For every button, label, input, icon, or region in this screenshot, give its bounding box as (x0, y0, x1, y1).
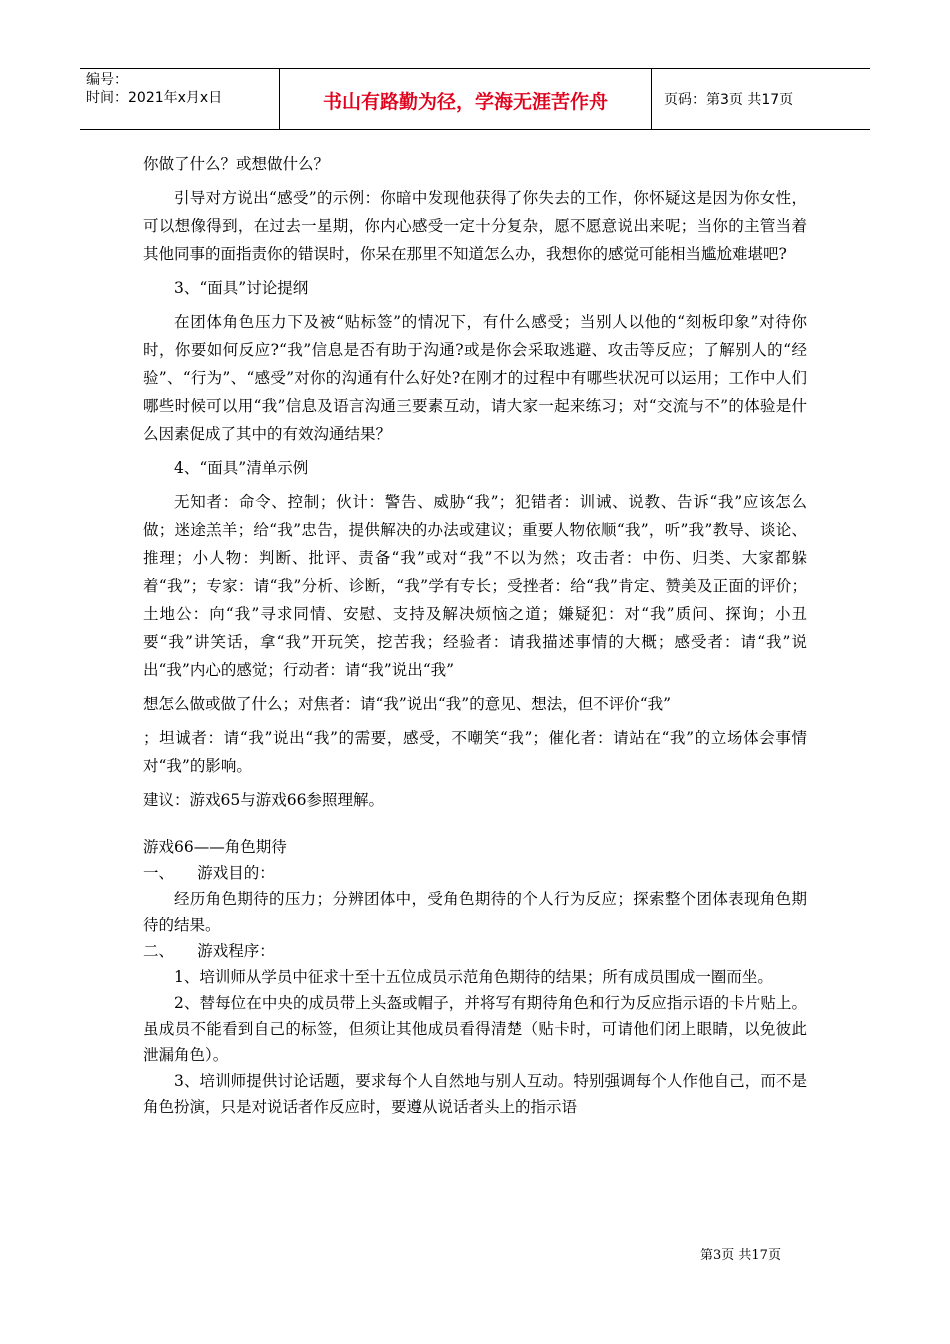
paragraph: 1、培训师从学员中征求十至十五位成员示范角色期待的结果；所有成员围成一圈而坐。 (174, 968, 773, 986)
page-header (80, 68, 870, 130)
game-title: 游戏66——角色期待 (143, 838, 287, 856)
section-heading: 4、“面具”清单示例 (174, 459, 309, 477)
header-page-label: 页码：第3页 共17页 (664, 92, 794, 108)
paragraph: 无知者：命令、控制；伙计：警告、威胁“我”；犯错者：训诫、说教、告诉“我”应该怎么做；迷途羔羊；给“我”忠告，提供解决的办法或建议；重要人物依顺“我”，听”我”教导、谈论、推理；小人物：判断、批评、责备“我”或对“我”不以为然；攻击者：中伤、归类、大家都躲着“我”；专家：请“我”分析、诊断，“我”学有专长；受挫者：给“我”肯定、赞美及正面的评价；土地公：向“我”寻求同情、安慰、支持及解决烦恼之道；嫌疑犯：对“我”质问、探询；小丑要“我”讲笑话，拿“我”开玩笑，挖苦我；经验者：请我描述事情的大概；感受者：请“我”说出“我”内心的感觉；行动者：请“我”说出“我” (143, 493, 807, 679)
section-heading: 二、 游戏程序： (143, 942, 275, 960)
header-motto: 书山有路勤为径，学海无涯苦作舟 (280, 69, 652, 129)
section-heading: 一、 游戏目的： (143, 864, 275, 882)
section-heading: 3、“面具”讨论提纲 (174, 279, 309, 297)
paragraph: 在团体角色压力下及被“贴标签”的情况下，有什么感受；当别人以他的“刻板印象”对待你时，你要如何反应?“我”信息是否有助于沟通?或是你会采取逃避、攻击等反应；了解别人的“经验”、“行为”、“感受”对你的沟通有什么好处?在刚才的过程中有哪些状况可以运用；工作中人们哪些时候可以用“我”信息及语言沟通三要素互动，请大家一起来练习；对“交流与不”的体验是什么因素促成了其中的有效沟通结果？ (143, 313, 807, 443)
paragraph: 你做了什么？或想做什么？ (143, 155, 330, 173)
header-meta (80, 69, 280, 129)
document-date-label: 时间：2021年x月x日 (86, 90, 223, 106)
document-number-label: 编号： (86, 72, 128, 88)
paragraph: 引导对方说出“感受”的示例：你暗中发现他获得了你失去的工作，你怀疑这是因为你女性，可以想像得到，在过去一星期，你内心感受一定十分复杂，愿不愿意说出来呢；当你的主管当着其他同事的面指责你的错误时，你呆在那里不知道怎么办，我想你的感觉可能相当尴尬难堪吧? (143, 189, 807, 263)
paragraph: 想怎么做或做了什么；对焦者：请“我”说出“我”的意见、想法，但不评价“我” (143, 695, 672, 713)
page-footer: 第3页 共17页 (700, 1248, 781, 1263)
paragraph: 3、培训师提供讨论话题，要求每个人自然地与别人互动。特别强调每个人作他自己，而不是角色扮演，只是对说话者作反应时，要遵从说话者头上的指示语 (143, 1072, 807, 1116)
paragraph: 建议：游戏65与游戏66参照理解。 (143, 791, 384, 809)
paragraph: ；坦诚者：请“我”说出“我”的需要，感受，不嘲笑“我”；催化者：请站在“我”的立场体会事情对“我”的影响。 (143, 729, 807, 775)
document-body (143, 150, 807, 1120)
paragraph: 经历角色期待的压力；分辨团体中，受角色期待的个人行为反应；探索整个团体表现角色期待的结果。 (143, 890, 807, 934)
paragraph: 2、替每位在中央的成员带上头盔或帽子，并将写有期待角色和行为反应指示语的卡片贴上。虽成员不能看到自己的标签，但须让其他成员看得清楚（贴卡时，可请他们闭上眼睛，以免彼此泄漏角色）。 (143, 994, 807, 1064)
